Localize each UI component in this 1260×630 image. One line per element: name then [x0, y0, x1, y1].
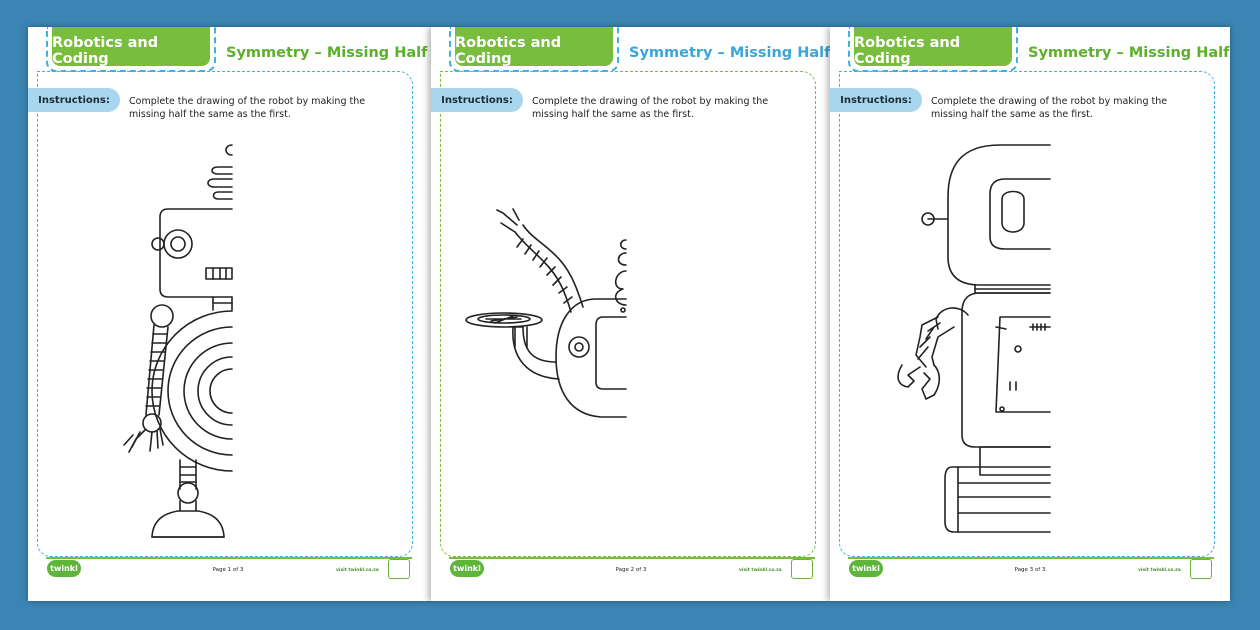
worksheet-page-3	[830, 27, 1230, 601]
instructions-label: Instructions:	[431, 88, 523, 112]
twinkl-logo: twinkl	[47, 560, 81, 577]
page-number: Page 3 of 3	[1014, 567, 1046, 573]
category-tab-label: Robotics and Coding	[455, 27, 613, 66]
footer-url[interactable]: visit twinkl.co.za	[739, 568, 782, 573]
quality-standard-icon	[1190, 559, 1212, 579]
twinkl-logo: twinkl	[450, 560, 484, 577]
footer-url[interactable]: visit twinkl.co.za	[336, 568, 379, 573]
instructions-text: Complete the drawing of the robot by making the missing half the same as the first.	[129, 96, 366, 120]
instructions-text: Complete the drawing of the robot by making the missing half the same as the first.	[931, 96, 1168, 120]
half-robot-drawing-1	[28, 27, 428, 601]
footer-divider	[449, 557, 815, 559]
page-title: Symmetry – Missing Half	[629, 45, 831, 61]
quality-standard-icon	[791, 559, 813, 579]
half-robot-drawing-2	[431, 27, 831, 601]
worksheet-preview-frame	[28, 27, 1230, 601]
footer-divider	[848, 557, 1214, 559]
page-title: Symmetry – Missing Half	[226, 45, 428, 61]
instructions-text: Complete the drawing of the robot by making the missing half the same as the first.	[532, 96, 769, 120]
instructions-label: Instructions:	[28, 88, 120, 112]
worksheet-page-1	[28, 27, 428, 601]
page-number: Page 1 of 3	[212, 567, 244, 573]
quality-standard-icon	[388, 559, 410, 579]
footer-url[interactable]: visit twinkl.co.za	[1138, 568, 1181, 573]
half-robot-drawing-3	[830, 27, 1230, 601]
twinkl-logo: twinkl	[849, 560, 883, 577]
footer-divider	[46, 557, 412, 559]
category-tab-label: Robotics and Coding	[52, 27, 210, 66]
page-title: Symmetry – Missing Half	[1028, 45, 1230, 61]
page-number: Page 2 of 3	[615, 567, 647, 573]
category-tab-label: Robotics and Coding	[854, 27, 1012, 66]
worksheet-page-2	[431, 27, 831, 601]
instructions-label: Instructions:	[830, 88, 922, 112]
